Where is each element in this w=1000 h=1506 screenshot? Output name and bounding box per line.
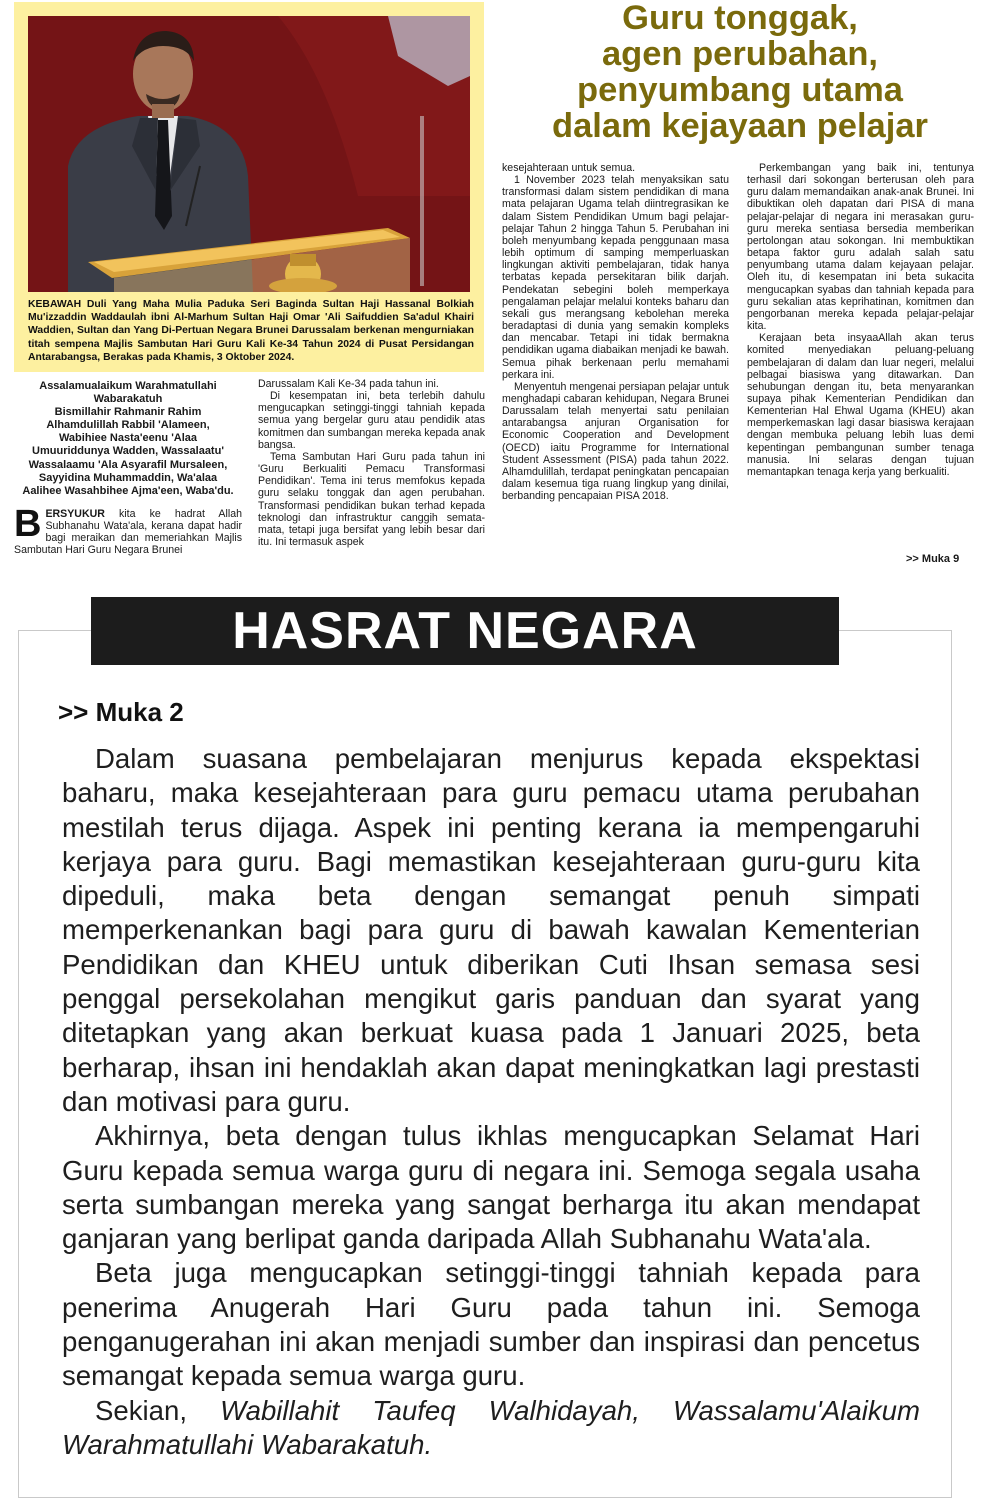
photo-illustration [28, 16, 470, 292]
salutation-line: Umuuriddunya Wadden, Wassalaatu' [32, 445, 224, 458]
salutation-line: Assalamualaikum Warahmatullahi [39, 380, 217, 392]
paragraph: Beta juga mengucapkan setinggi-tinggi tahniah kepada para penerima Anugerah Hari Guru pada tahun ini. Semoga penganugerahan ini akan menjadi sumber dan inspirasi dan pencetus semangat kepada semua warga guru. [62, 1257, 920, 1392]
salutation-line: Wassalaamu 'Ala Asyarafil Mursaleen, [28, 458, 228, 471]
salutation-line: Wabihiee Nasta'eenu 'Alaa [58, 432, 198, 445]
column-4 [747, 162, 974, 478]
salutation-line: Bismillahir Rahmanir Rahim [54, 406, 202, 419]
paragraph: kesejahteraan untuk semua. [502, 162, 636, 174]
headline [500, 0, 980, 144]
paragraph: Perkembangan yang baik ini, tentunya terhasil dari sokongan berterusan oleh para guru dalam memandaikan anak-anak Brunei. Ini dibuktikan oleh dapatan dari PISA di mana pelajar-pelajar di negara ini merasakan guru-guru mereka sentiasa bersedia memberikan pertolongan atau sokongan. Ini membuktikan betapa faktor guru adalah salah satu penyumbang utama dalam kejayaan pelajar. Oleh itu, di kesempatan ini beta sukacita mengucapkan syabas dan tahniah kepada para guru sekalian atas keprihatinan, komitmen dan pengorbanan mereka kepada pelajar-pelajar kita. [747, 162, 974, 333]
section-banner: HASRAT NEGARA [91, 597, 839, 665]
salutation-line: Aalihee Wasahbihee Ajma'een, Waba'du. [22, 484, 234, 497]
drop-cap: B [14, 502, 42, 545]
continued-page-reference: >> Muka 9 [906, 553, 960, 565]
headline-line-1: Guru tonggak, [622, 0, 858, 37]
salutation-line: Wabarakatuh [93, 393, 163, 406]
paragraph: Di kesempatan ini, beta terlebih dahulu mengucapkan setinggi-tinggi tahniah kepada semua yang bergelar guru atau pendidik atas komitmen dan sumbangan mereka kepada anak bangsa. [258, 390, 485, 451]
quote-body [62, 742, 920, 1462]
salutation-line: Alhamdulillah Rabbil 'Alameen, [46, 419, 210, 432]
opening-paragraph [14, 502, 242, 557]
headline-line-3: penyumbang utama [577, 71, 903, 109]
lead-word: ERSYUKUR [45, 507, 105, 520]
closing-paragraph [62, 1394, 920, 1463]
closing-lead: Sekian, [95, 1394, 221, 1426]
headline-line-2: agen perubahan, [601, 35, 879, 73]
paragraph: Akhirnya, beta dengan tulus ikhlas mengucapkan Selamat Hari Guru kepada semua warga guru di negara ini. Semoga segala usaha serta sumbangan mereka yang sangat berharga itu akan mendapat ganjaran yang berlipat ganda daripada Allah Subhanahu Wata'ala. [62, 1120, 920, 1255]
photo-caption: KEBAWAH Duli Yang Maha Mulia Paduka Seri Baginda Sultan Haji Hassanal Bolkiah Mu'izzaddin Waddaulah ibni Al-Marhum Sultan Haji Omar 'Ali Saifuddien Sa'adul Khairi Waddien, Sultan dan Yang Di-Pertuan Negara Brunei Darussalam berkenan mengurniakan titah sempena Majlis Sambutan Hari Guru Kali Ke-34 Tahun 2024 di Pusat Persidangan Antarabangsa, Berakas pada Khamis, 3 Oktober 2024. [28, 299, 474, 363]
paragraph: Tema Sambutan Hari Guru pada tahun ini 'Guru Berkualiti Pemacu Transformasi Pendidikan'. Tema ini terus memfokus kepada guru selaku tonggak dan agen perubahan. Transformasi pendidikan bukan terhad kepada teknologi dan infrastruktur canggih semata-mata, tetapi juga bersifat yang lebih besar dari itu. Ini termasuk aspek [258, 450, 485, 549]
paragraph: Menyentuh mengenai persiapan pelajar untuk menghadapi cabaran kehidupan, Negara Brunei Darussalam telah menyertai satu penilaian antarabangsa anjuran Organisation for Economic Cooperation and Development (OECD) iaitu Programme for International Student Assessment (PISA) pada tahun 2022. Alhamdulillah, terdapat peningkatan pencapaian dalam kesemua tiga ruang lingkup yang dinilai, berbanding pencapaian PISA 2018. [502, 380, 729, 503]
closing-salutation: Wabillahit Taufeq Walhidayah, Wassalamu'Alaikum Warahmatullahi Wabarakatuh. [62, 1394, 920, 1460]
paragraph-text: kita ke hadrat Allah Subhanahu Wata'ala, kerana dapat hadir bagi meraikan dan memeriahkan Majlis Sambutan Hari Guru Negara Brunei [14, 507, 242, 557]
salutation-line: Sayyidina Muhammaddin, Wa'alaa [38, 471, 218, 484]
paragraph: Darussalam Kali Ke-34 pada tahun ini. [258, 378, 439, 390]
sultan-speech-photo [28, 16, 470, 292]
continued-from-reference: >> Muka 2 [58, 697, 184, 727]
column-1 [14, 380, 242, 556]
column-3 [502, 162, 729, 502]
column-2 [258, 378, 485, 548]
photo-block [14, 2, 484, 372]
headline-line-4: dalam kejayaan pelajar [552, 107, 928, 145]
paragraph: Dalam suasana pembelajaran menjurus kepada ekspektasi baharu, maka kesejahteraan para guru pemacu utama perubahan mestilah terus dijaga. Aspek ini penting kerana ia mempengaruhi kerjaya para guru. Bagi memastikan kesejahteraan guru-guru kita dipeduli, maka beta dengan semangat penuh simpati memperkenankan bagi para guru di bawah kawalan Kementerian Pendidikan dan KHEU untuk diberikan Cuti Ihsan semasa sesi penggal persekolahan mengikut garis panduan dan syarat yang ditetapkan yang akan berkuat kuasa pada 1 Januari 2025, beta berharap, ihsan ini hendaklah akan dapat meningkatkan lagi prestasti dan motivasi para guru. [62, 743, 920, 1117]
paragraph: 1 November 2023 telah menyaksikan satu transformasi dalam sistem pendidikan di mana mata pelajaran Ugama telah diintregrasikan ke dalam Sistem Pendidikan Umum bagi pelajar-pelajar Tahun 2 hingga Tahun 5. Perubahan ini boleh menyumbang kepada penggunaan masa lebih optimum di samping memperluaskan lingkungan aktiviti pembelajaran, tidak hanya terbatas kepada persekitaran bilik darjah. Pendekatan sebegini boleh memperkaya pengalaman pelajar melalui konteks baharu dan sekali gus merangsang kebolehan mereka beradaptasi di dunia yang semakin kompleks dan mencabar. Tetapi ini tidak bermakna pendidikan ugama diabaikan menjadi ke bawah. Semua pihak berkenaan perlu memahami perkara ini. [502, 174, 729, 381]
opening-salutation [14, 380, 242, 498]
paragraph: Kerajaan beta insyaaAllah akan terus komited menyediakan peluang-peluang pembelajaran di dalam dan luar negeri, melalui pelbagai biasiswa yang ditawarkan. Dan sehubungan dengan itu, beta menyarankan supaya pihak Kementerian Pendidikan dan Kementerian Hal Ehwal Ugama (KHEU) akan memperkemaskan lagi dasar biasiswa kerajaan dengan membuka peluang lebih luas demi kepentingan pembangunan sumber tenaga manusia. Ini selaras dengan tujuan memantapkan tenaga kerja yang berkualiti. [747, 332, 974, 478]
